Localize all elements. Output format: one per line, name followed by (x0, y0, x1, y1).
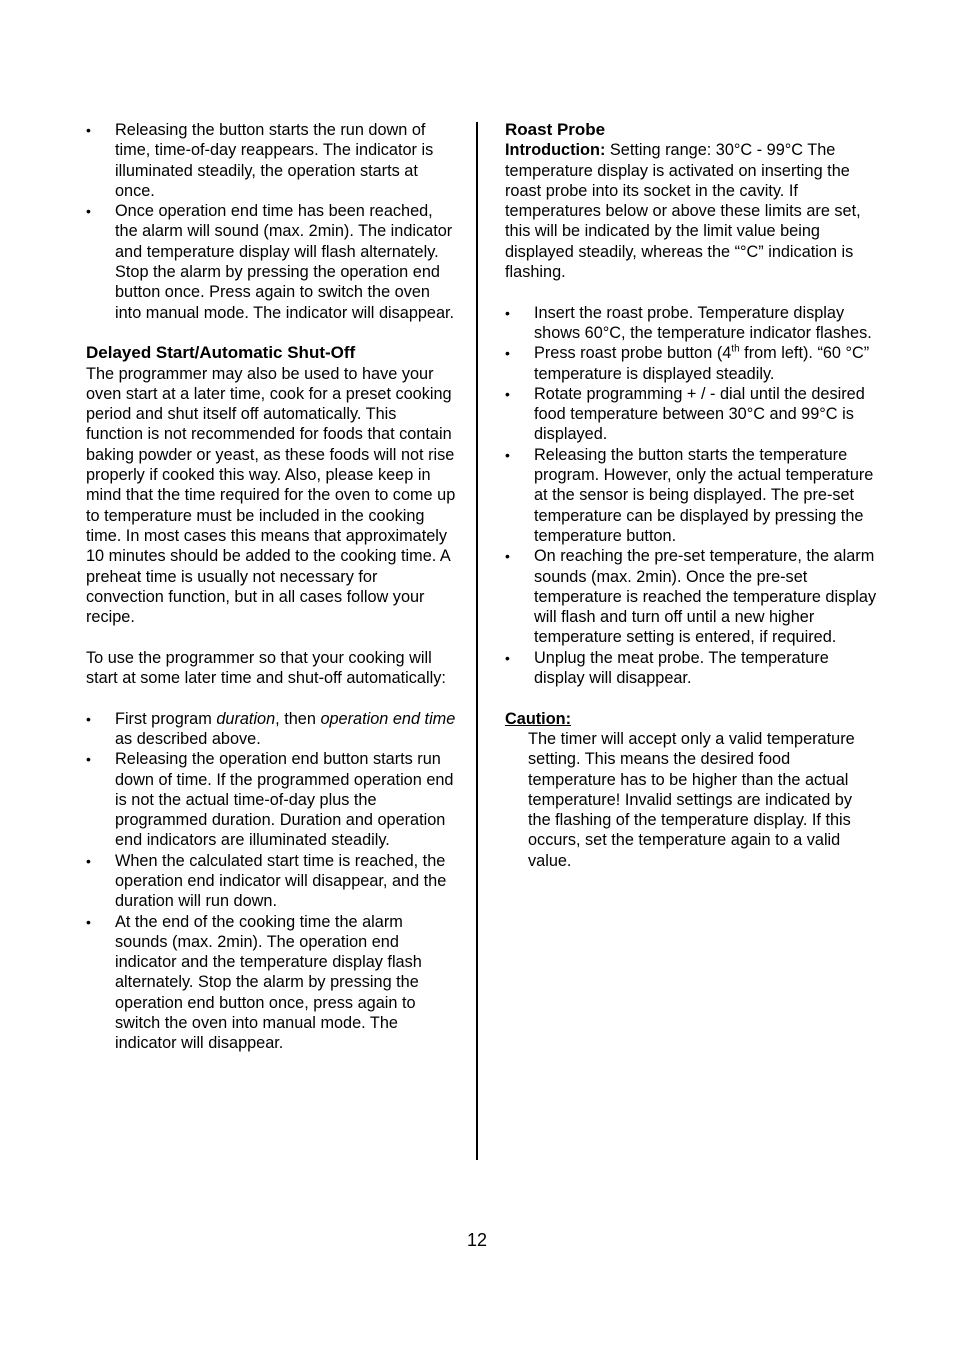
caution-label: Caution: (505, 709, 572, 728)
list-item: • Releasing the button starts the run down of time, time-of-day reappears. The indicator is illuminated steadily, the operation starts at once. (86, 120, 456, 201)
spacer (505, 688, 877, 708)
section-heading-delayed-start: Delayed Start/Automatic Shut-Off (86, 343, 356, 363)
programmer-use-paragraph: To use the programmer so that your cooking will start at some later time and shut-off automatically: (86, 648, 446, 688)
list-item: • Releasing the button starts the temperature program. However, only the actual temperature at the sensor is being displayed. The pre-set temperature can be displayed by pressing the temperature button. (505, 445, 877, 546)
intro-text: Setting range: 30°C - 99°C The temperature display is activated on inserting the roast probe into its socket in the cavity. If temperatures below or above these limits are set, this will be indicated by the limit value being displayed steadily, whereas the “°C” indication is flashing. (505, 141, 861, 282)
caution-text: The timer will accept only a valid temperature setting. This means the desired food temperature has to be higher than the actual temperature! Invalid settings are indicated by the flashing of the temperature display. If this occurs, set the temperature again to a valid value. (528, 729, 855, 870)
delayed-start-paragraph: The programmer may also be used to have your oven start at a later time, cook for a preset cooking period and shut itself off automatically. This function is not recommended for foods that contain baking powder or yeast, as these foods will not rise properly if cooked this way. Also, please keep in mind that the time required for the oven to come up to temperature must be included in the cooking time. In most cases this means that approximately 10 minutes should be added to the cooking time. A preheat time is usually not necessary for convection function, but in all cases follow your recipe. (86, 364, 456, 627)
text-run: First program (115, 709, 217, 728)
page-number: 12 (466, 1230, 488, 1250)
roast-probe-intro (505, 140, 877, 282)
list-item: • When the calculated start time is reached, the operation end indicator will disappear, and the duration will run down. (86, 851, 456, 912)
text-run: Press roast probe button (4 (534, 344, 732, 363)
roast-probe-steps-list (505, 303, 877, 689)
programmer-steps-list (86, 709, 456, 1054)
intro-bullet-list (86, 120, 456, 323)
text-run-italic: duration (216, 709, 276, 728)
spacer (86, 627, 456, 647)
column-divider (476, 122, 478, 1160)
text-run: , then (275, 709, 321, 728)
left-column (86, 120, 456, 1054)
text-run-italic: operation end time (320, 709, 456, 728)
list-item: • Rotate programming + / - dial until the desired food temperature between 30°C and 99°C is displayed. (505, 384, 877, 445)
spacer (86, 323, 456, 343)
spacer (505, 282, 877, 302)
list-item: • Insert the roast probe. Temperature display shows 60°C, the temperature indicator flashes. (505, 303, 877, 344)
list-item: • Once operation end time has been reached, the alarm will sound (max. 2min). The indicator and temperature display will flash alternately. Stop the alarm by pressing the operation end button once. Press again to switch the oven into manual mode. The indicator will disappear. (86, 201, 456, 323)
section-heading-roast-probe: Roast Probe (505, 120, 606, 139)
text-run: as described above. (115, 729, 261, 748)
spacer (86, 688, 456, 708)
list-item: • At the end of the cooking time the alarm sounds (max. 2min). The operation end indicator and the temperature display flash alternately. Stop the alarm by pressing the operation end button once, press again to switch the oven into manual mode. The indicator will disappear. (86, 912, 456, 1054)
right-column (505, 120, 877, 871)
superscript: th (731, 343, 740, 355)
list-item: • On reaching the pre-set temperature, the alarm sounds (max. 2min). Once the pre-set temperature is reached the temperature display will flash and turn off until a new higher temperature setting is entered, if required. (505, 546, 877, 647)
list-item: • Releasing the operation end button starts run down of time. If the programmed operation end is not the actual time-of-day plus the programmed duration. Duration and operation end indicators are illuminated steadily. (86, 749, 456, 850)
list-item: • Unplug the meat probe. The temperature display will disappear. (505, 648, 877, 689)
intro-label: Introduction: (505, 141, 606, 160)
list-item (86, 709, 456, 750)
list-item (505, 343, 877, 384)
text-run: from left). “60 °C” temperature is displayed steadily. (534, 344, 870, 383)
